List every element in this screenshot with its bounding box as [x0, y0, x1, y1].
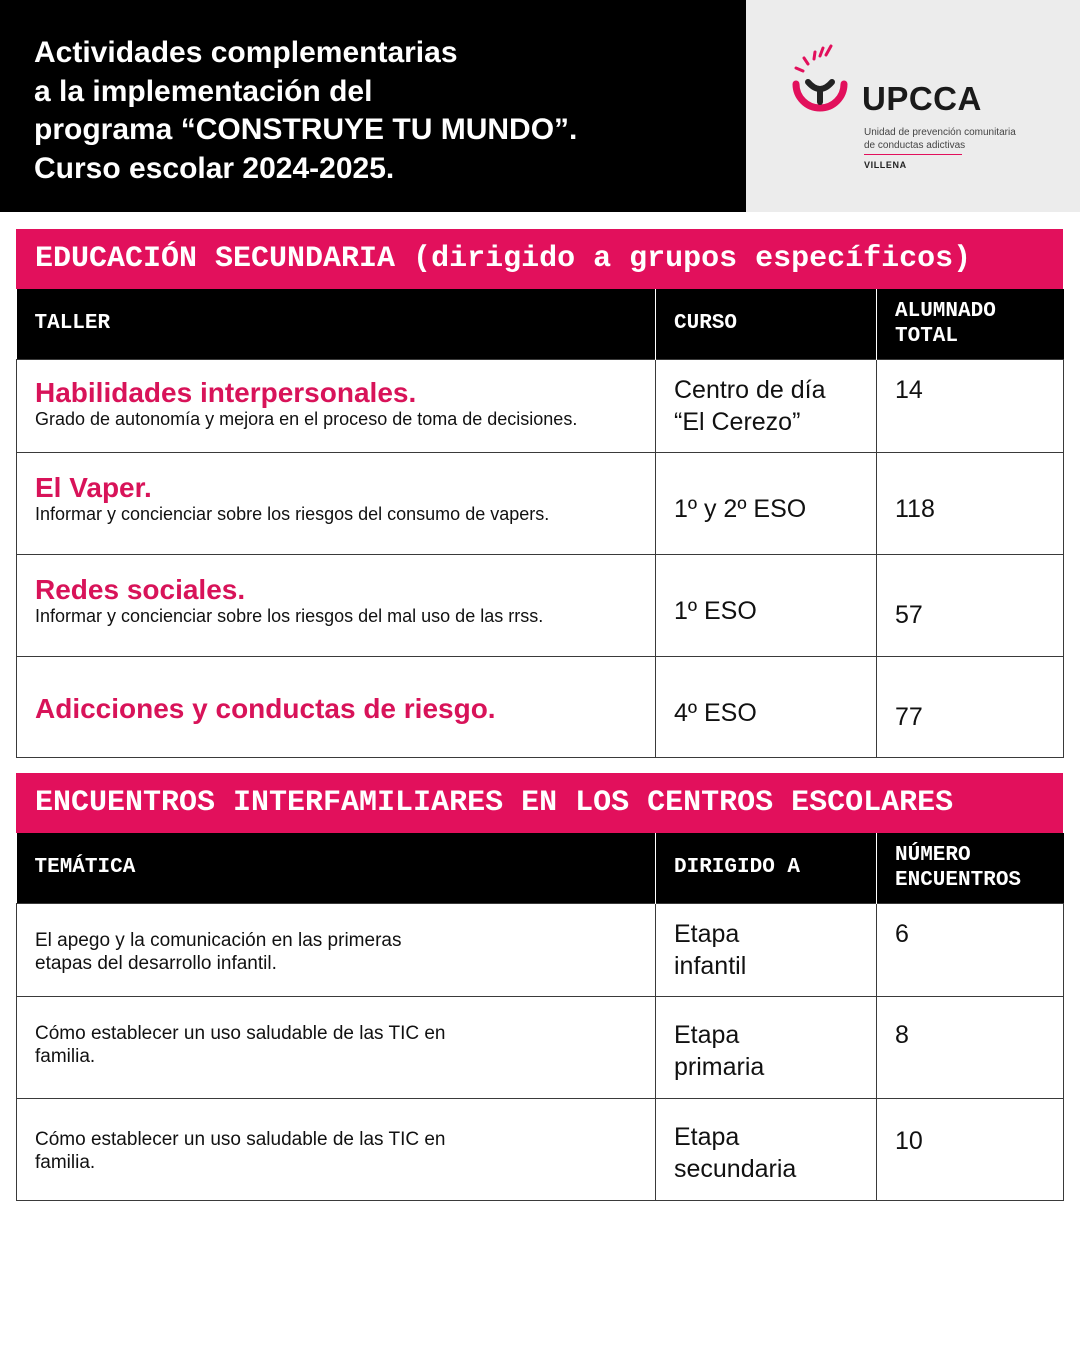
total-value: 14 [895, 375, 923, 404]
numero-value: 6 [895, 919, 909, 948]
curso-line-1: Centro de día [674, 375, 826, 404]
curso-cell [656, 452, 877, 554]
dirigido-line-1: Etapa [674, 1122, 740, 1151]
total-cell [877, 452, 1064, 554]
tematica-line-2: familia. [35, 1045, 96, 1067]
tematica-line-1: Cómo establecer un uso saludable de las TIC en [35, 1128, 446, 1150]
numero-cell [877, 1098, 1064, 1200]
numero-value: 10 [895, 1126, 923, 1155]
tematica-line-2: etapas del desarrollo infantil. [35, 952, 277, 974]
header-alumnado-line-2: TOTAL [895, 324, 959, 348]
tematica-cell [17, 903, 656, 996]
upcca-logo-icon [786, 38, 856, 118]
logo-subtitle-line-2: de conductas adictivas [864, 140, 966, 151]
tematica-line-1: El apego y la comunicación en las primeras [35, 929, 402, 951]
title-line-1: Actividades complementarias [34, 36, 458, 69]
tematica-cell [17, 996, 656, 1098]
taller-desc: Informar y concienciar sobre los riesgos del consumo de vapers. [35, 503, 550, 524]
taller-name: El Vaper. [35, 471, 152, 503]
taller-desc: Grado de autonomía y mejora en el proceso de toma de decisiones. [35, 408, 578, 429]
dirigido-line-1: Etapa [674, 1020, 740, 1049]
table-row [17, 452, 1064, 554]
curso-line-1: 1º y 2º ESO [674, 494, 807, 523]
table-row [17, 996, 1064, 1098]
dirigido-cell [656, 903, 877, 996]
header-numero [877, 833, 1064, 903]
dirigido-cell [656, 1098, 877, 1200]
encuentros-table [16, 833, 1064, 1201]
curso-cell [656, 656, 877, 757]
numero-value: 8 [895, 1020, 909, 1049]
numero-cell [877, 903, 1064, 996]
taller-cell [17, 359, 656, 452]
logo-subtitle [864, 126, 1054, 152]
title-line-4: Curso escolar 2024-2025. [34, 151, 395, 185]
table-row [17, 656, 1064, 757]
header-alumnado [877, 289, 1064, 359]
header-curso: CURSO [656, 289, 877, 359]
page-header [0, 0, 1080, 212]
taller-desc: Informar y concienciar sobre los riesgos del mal uso de las rrss. [35, 605, 544, 626]
header-dirigido: DIRIGIDO A [656, 833, 877, 903]
taller-cell [17, 656, 656, 757]
total-cell [877, 554, 1064, 656]
curso-line-1: 4º ESO [674, 698, 757, 727]
taller-name: Adicciones y conductas de riesgo. [35, 692, 496, 724]
logo-divider [864, 154, 962, 155]
taller-cell [17, 554, 656, 656]
table-row [17, 359, 1064, 452]
taller-name: Redes sociales. [35, 573, 246, 605]
dirigido-line-2: secundaria [674, 1154, 797, 1183]
header-alumnado-line-1: ALUMNADO [895, 299, 996, 323]
title-line-2: a la implementación del [34, 74, 373, 108]
total-cell [877, 656, 1064, 757]
table-header-row [17, 289, 1064, 359]
curso-line-1: 1º ESO [674, 596, 757, 625]
dirigido-line-1: Etapa [674, 919, 740, 948]
header-title-panel [0, 0, 746, 212]
page-title [34, 34, 734, 188]
title-line-3: programa “CONSTRUYE TU MUNDO”. [34, 113, 578, 146]
logo-panel [746, 0, 1080, 212]
logo-subtitle-line-1: Unidad de prevención comunitaria [864, 127, 1016, 138]
encuentros-section [16, 773, 1063, 1201]
header-numero-line-1: NÚMERO [895, 843, 971, 867]
logo-city: VILLENA [864, 160, 907, 170]
tematica-cell [17, 1098, 656, 1200]
curso-cell [656, 554, 877, 656]
taller-name: Habilidades interpersonales. [35, 376, 417, 408]
dirigido-cell [656, 996, 877, 1098]
encuentros-title: ENCUENTROS INTERFAMILIARES EN LOS CENTROS ESCOLARES [16, 773, 1063, 833]
total-value: 118 [895, 494, 935, 523]
total-value: 77 [895, 702, 923, 731]
dirigido-line-2: primaria [674, 1052, 765, 1081]
secundaria-section [16, 229, 1063, 758]
taller-cell [17, 452, 656, 554]
secundaria-table [16, 289, 1064, 758]
curso-line-2: “El Cerezo” [674, 407, 801, 436]
header-numero-line-2: ENCUENTROS [895, 868, 1022, 892]
curso-cell [656, 359, 877, 452]
table-row [17, 1098, 1064, 1200]
tematica-line-2: familia. [35, 1151, 96, 1173]
total-cell [877, 359, 1064, 452]
total-value: 57 [895, 600, 923, 629]
dirigido-line-2: infantil [674, 951, 747, 980]
table-row [17, 554, 1064, 656]
numero-cell [877, 996, 1064, 1098]
header-taller: TALLER [17, 289, 656, 359]
secundaria-title: EDUCACIÓN SECUNDARIA (dirigido a grupos específicos) [16, 229, 1063, 289]
table-header-row [17, 833, 1064, 903]
table-row [17, 903, 1064, 996]
header-tematica: TEMÁTICA [17, 833, 656, 903]
logo-wordmark: UPCCA [862, 80, 982, 117]
tematica-line-1: Cómo establecer un uso saludable de las TIC en [35, 1022, 446, 1044]
